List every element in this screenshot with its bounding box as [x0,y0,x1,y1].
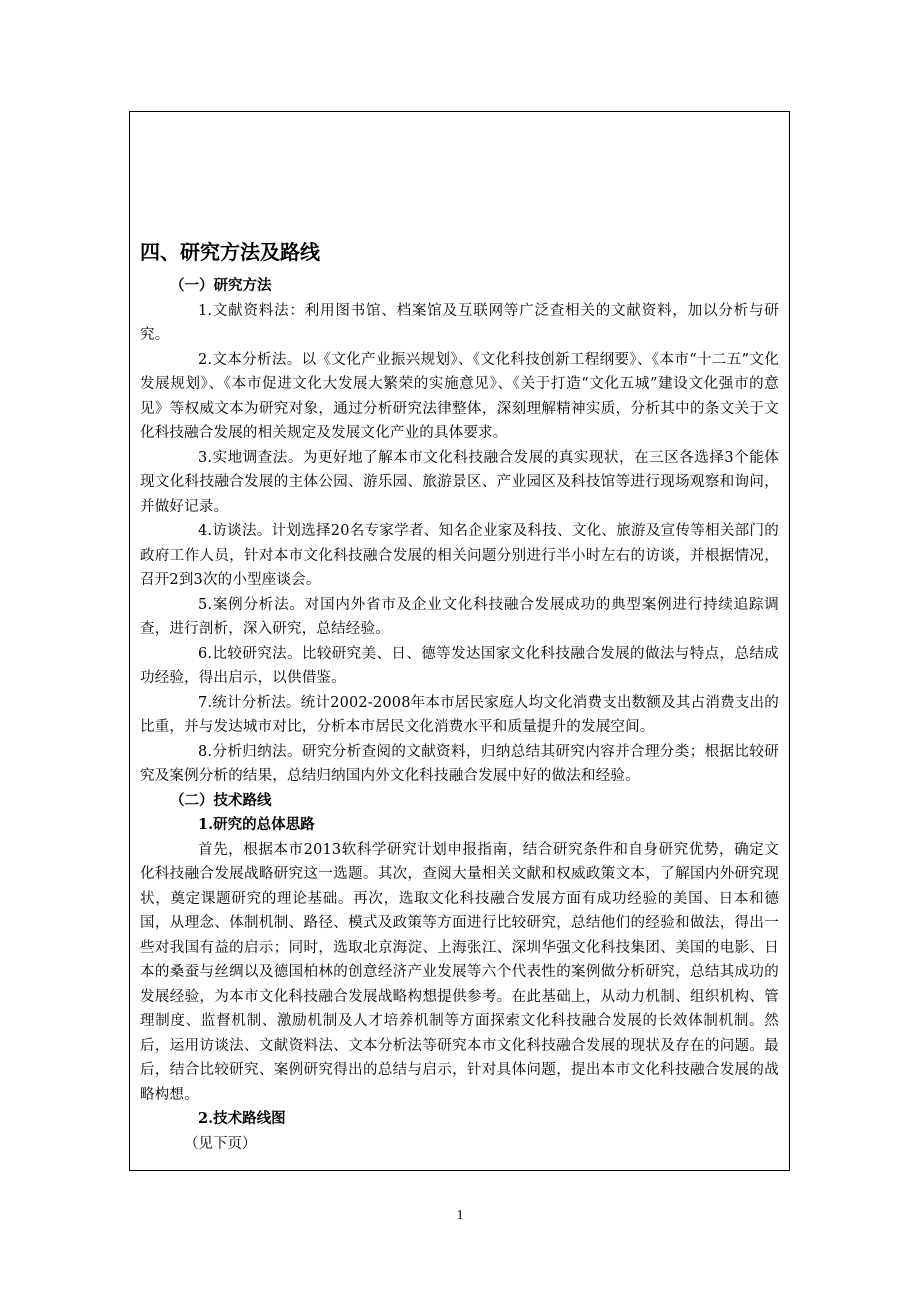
document-frame [129,111,790,1171]
method-item-1: 1.文献资料法：利用图书馆、档案馆及互联网等广泛查相关的文献资料，加以分析与研究。 [140,302,779,343]
method-item-4: 4.访谈法。计划选择20名专家学者、知名企业家及科技、文化、旅游及宣传等相关部门的政府工作人员，针对本市文化科技融合发展的相关问题分别进行半小时左右的访谈，并根据情况，召开2到3次的小型座谈会。 [140,523,779,588]
page-number: 1 [456,1208,464,1223]
methods-heading: （一）研究方法 [170,277,272,294]
route-heading: （二）技术路线 [170,791,272,809]
document-content [140,238,779,1156]
route-sub2-note: （见下页） [184,1135,257,1152]
method-item-5: 5.案例分析法。对国内外省市及企业文化科技融合发展成功的典型案例进行持续追踪调查，进行剖析，深入研究，总结经验。 [140,596,779,637]
method-item-2: 2.文本分析法。以《文化产业振兴规划》、《文化科技创新工程纲要》、《本市“十二五”文化发展规划》、《本市促进文化大发展大繁荣的实施意见》、《关于打造“文化五城”建设文化强市的意见》等权威文本为研究对象，通过分析研究法律整体，深刻理解精神实质，分析其中的条文关于文化科技融合发展的相关规定及发展文化产业的具体要求。 [140,351,779,441]
method-item-3: 3.实地调查法。为更好地了解本市文化科技融合发展的真实现状，在三区各选择3个能体现文化科技融合发展的主体公园、游乐园、旅游景区、产业园区及科技馆等进行现场观察和询问，并做好记录。 [140,449,779,515]
method-item-8: 8.分析归纳法。研究分析查阅的文献资料，归纳总结其研究内容并合理分类；根据比较研究及案例分析的结果，总结归纳国内外文化科技融合发展中好的做法和经验。 [140,743,779,784]
method-item-6: 6.比较研究法。比较研究美、日、德等发达国家文化科技融合发展的做法与特点，总结成功经验，得出启示，以供借鉴。 [140,645,779,686]
section-title: 四、研究方法及路线 [140,240,320,264]
route-sub1-text: 首先，根据本市2013软科学研究计划申报指南，结合研究条件和自身研究优势，确定文化科技融合发展战略研究这一选题。其次，查阅大量相关文献和权威政策文本，了解国内外研究现状，奠定课题研究的理论基础。再次，选取文化科技融合发展方面有成功经验的美国、日本和德国，从理念、体制机制、路径、模式及政策等方面进行比较研究，总结他们的经验和做法，得出一些对我国有益的启示；同时，选取北京海淀、上海张江、深圳华强文化科技集团、美国的电影、日本的桑蚕与丝绸以及德国柏林的创意经济产业发展等六个代表性的案例做分析研究，总结其成功的发展经验，为本市文化科技融合发展战略构想提供参考。在此基础上，从动力机制、组织机构、管理制度、监督机制、激励机制及人才培养机制等方面探索文化科技融合发展的长效体制机制。然后，运用访谈法、文献资料法、文本分析法等研究本市文化科技融合发展的现状及存在的问题。最后，结合比较研究、案例研究得出的总结与启示，针对具体问题，提出本市文化科技融合发展的战略构想。 [140,841,779,1103]
route-sub1-heading: 1.研究的总体思路 [198,816,315,833]
route-sub2-heading: 2.技术路线图 [198,1110,286,1127]
method-item-7: 7.统计分析法。统计2002-2008年本市居民家庭人均文化消费支出数额及其占消费支出的比重，并与发达城市对比，分析本市居民文化消费水平和质量提升的发展空间。 [140,694,779,735]
